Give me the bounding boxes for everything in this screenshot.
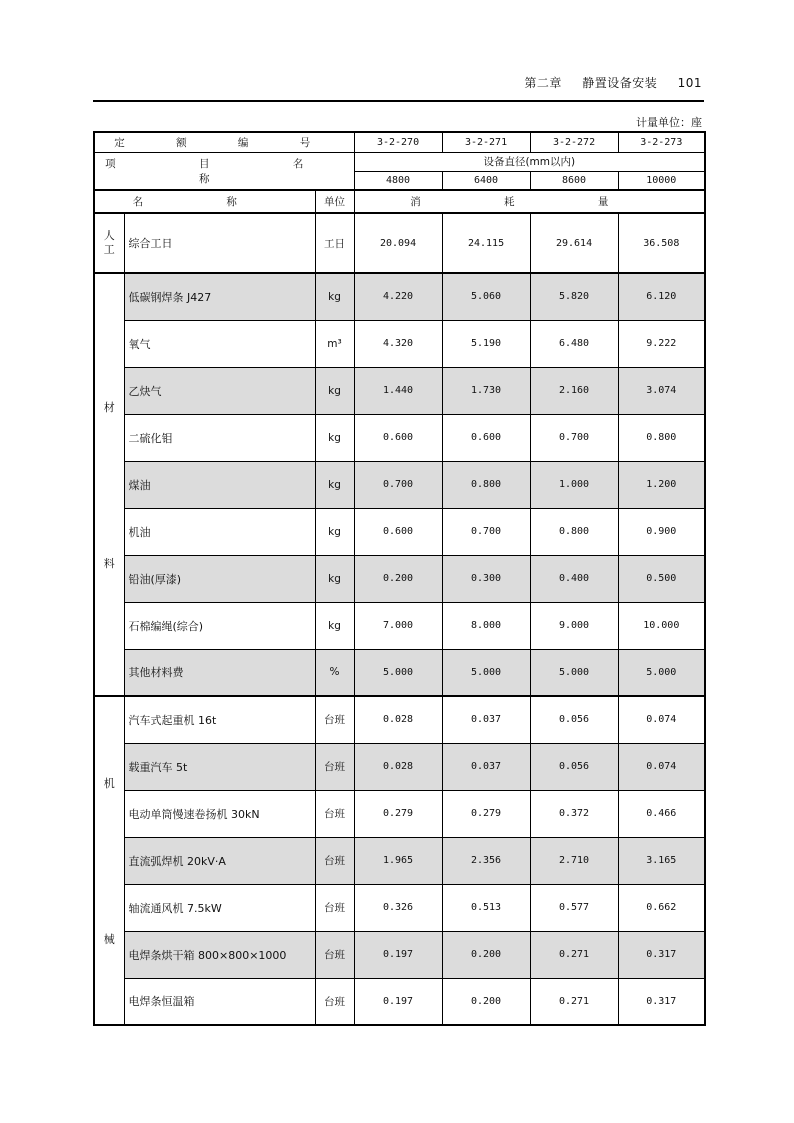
code-row: [94, 132, 705, 152]
value-cell: 0.577: [530, 884, 618, 931]
table-row: [94, 367, 705, 414]
category-label: 机: [103, 776, 115, 790]
unit-cell: 台班: [315, 790, 354, 837]
table-row: [94, 273, 705, 320]
value-cell: 0.271: [530, 978, 618, 1025]
unit-cell: 工日: [315, 213, 354, 273]
diameter-cell: 8600: [530, 171, 618, 190]
value-cell: 0.600: [354, 508, 442, 555]
unit-cell: kg: [315, 555, 354, 602]
value-cell: 0.037: [442, 743, 530, 790]
value-cell: 0.700: [530, 414, 618, 461]
unit-cell: 台班: [315, 884, 354, 931]
value-cell: 1.200: [618, 461, 705, 508]
value-cell: 5.000: [618, 649, 705, 696]
diameter-cell: 6400: [442, 171, 530, 190]
value-cell: 29.614: [530, 213, 618, 273]
value-cell: 6.480: [530, 320, 618, 367]
category-materials: [94, 273, 124, 696]
code-label: 定 额 编 号: [94, 132, 354, 152]
item-name-cell: 载重汽车 5t: [124, 743, 315, 790]
table-row: [94, 790, 705, 837]
unit-cell: m³: [315, 320, 354, 367]
item-name-cell: 乙炔气: [124, 367, 315, 414]
value-cell: 0.074: [618, 743, 705, 790]
value-cell: 0.279: [442, 790, 530, 837]
diameter-cell: 4800: [354, 171, 442, 190]
value-cell: 0.037: [442, 696, 530, 743]
value-cell: 0.056: [530, 743, 618, 790]
category-machinery: [94, 696, 124, 1025]
table-row: [94, 320, 705, 367]
value-cell: 3.165: [618, 837, 705, 884]
value-cell: 0.028: [354, 696, 442, 743]
value-cell: 5.190: [442, 320, 530, 367]
table-row: [94, 508, 705, 555]
value-cell: 0.028: [354, 743, 442, 790]
table-row: [94, 602, 705, 649]
value-cell: 8.000: [442, 602, 530, 649]
table-row: [94, 213, 705, 273]
value-cell: 0.800: [618, 414, 705, 461]
table-row: [94, 555, 705, 602]
value-cell: 0.800: [530, 508, 618, 555]
diameter-cell: 10000: [618, 171, 705, 190]
item-name-cell: 电焊条恒温箱: [124, 978, 315, 1025]
code-cell: 3-2-270: [354, 132, 442, 152]
value-cell: 0.513: [442, 884, 530, 931]
category-label: 材: [103, 400, 115, 414]
header-rule: [93, 100, 704, 102]
value-cell: 0.056: [530, 696, 618, 743]
value-cell: 0.271: [530, 931, 618, 978]
table-row: [94, 837, 705, 884]
page-header: [508, 74, 702, 91]
value-cell: 0.300: [442, 555, 530, 602]
category-labor: [94, 213, 124, 273]
section-label: 静置设备安装: [582, 76, 658, 90]
table-row: [94, 696, 705, 743]
column-header-row: [94, 190, 705, 213]
item-name-cell: 铅油(厚漆): [124, 555, 315, 602]
value-cell: 0.200: [354, 555, 442, 602]
name-column-header: 名 称: [94, 190, 315, 213]
value-cell: 0.700: [442, 508, 530, 555]
value-cell: 0.500: [618, 555, 705, 602]
value-cell: 0.200: [442, 931, 530, 978]
table-row: [94, 414, 705, 461]
item-name-cell: 氧气: [124, 320, 315, 367]
spec-row: [94, 152, 705, 171]
value-cell: 10.000: [618, 602, 705, 649]
item-name-cell: 石棉编绳(综合): [124, 602, 315, 649]
value-cell: 0.326: [354, 884, 442, 931]
value-cell: 9.000: [530, 602, 618, 649]
item-name-cell: 低碳钢焊条 J427: [124, 273, 315, 320]
quota-table: [93, 131, 706, 1026]
page-number: 101: [677, 76, 702, 90]
category-label: 械: [103, 932, 115, 946]
spec-label: 设备直径(mm以内): [354, 152, 705, 171]
value-cell: 4.220: [354, 273, 442, 320]
value-cell: 0.662: [618, 884, 705, 931]
item-name-cell: 其他材料费: [124, 649, 315, 696]
value-cell: 4.320: [354, 320, 442, 367]
value-cell: 0.279: [354, 790, 442, 837]
value-cell: 24.115: [442, 213, 530, 273]
item-name-cell: 电焊条烘干箱 800×800×1000: [124, 931, 315, 978]
unit-cell: 台班: [315, 837, 354, 884]
unit-cell: kg: [315, 508, 354, 555]
table-row: [94, 884, 705, 931]
unit-cell: kg: [315, 602, 354, 649]
value-cell: 0.200: [442, 978, 530, 1025]
unit-cell: kg: [315, 461, 354, 508]
value-cell: 0.074: [618, 696, 705, 743]
value-cell: 0.400: [530, 555, 618, 602]
value-cell: 5.060: [442, 273, 530, 320]
value-cell: 6.120: [618, 273, 705, 320]
value-cell: 9.222: [618, 320, 705, 367]
unit-note: 计量单位：座: [636, 116, 702, 129]
item-name-cell: 煤油: [124, 461, 315, 508]
value-cell: 5.820: [530, 273, 618, 320]
value-cell: 0.466: [618, 790, 705, 837]
value-cell: 1.965: [354, 837, 442, 884]
unit-column-header: 单位: [315, 190, 354, 213]
value-cell: 2.356: [442, 837, 530, 884]
value-cell: 0.197: [354, 978, 442, 1025]
code-cell: 3-2-272: [530, 132, 618, 152]
unit-cell: 台班: [315, 931, 354, 978]
value-cell: 3.074: [618, 367, 705, 414]
value-cell: 5.000: [530, 649, 618, 696]
value-cell: 1.000: [530, 461, 618, 508]
item-name-cell: 综合工日: [124, 213, 315, 273]
code-cell: 3-2-271: [442, 132, 530, 152]
table-row: [94, 931, 705, 978]
category-label: 料: [103, 556, 115, 570]
value-cell: 0.800: [442, 461, 530, 508]
value-cell: 5.000: [442, 649, 530, 696]
item-name-cell: 机油: [124, 508, 315, 555]
value-cell: 2.710: [530, 837, 618, 884]
item-name-cell: 轴流通风机 7.5kW: [124, 884, 315, 931]
unit-cell: kg: [315, 367, 354, 414]
value-cell: 2.160: [530, 367, 618, 414]
item-name-cell: 直流弧焊机 20kV·A: [124, 837, 315, 884]
category-label: 人工: [103, 229, 115, 256]
unit-cell: 台班: [315, 696, 354, 743]
unit-cell: kg: [315, 414, 354, 461]
unit-cell: kg: [315, 273, 354, 320]
item-name-cell: 电动单筒慢速卷扬机 30kN: [124, 790, 315, 837]
value-cell: 0.700: [354, 461, 442, 508]
unit-cell: 台班: [315, 743, 354, 790]
consume-header: 消 耗 量: [354, 190, 705, 213]
value-cell: 0.372: [530, 790, 618, 837]
table-row: [94, 461, 705, 508]
value-cell: 1.440: [354, 367, 442, 414]
value-cell: 36.508: [618, 213, 705, 273]
value-cell: 5.000: [354, 649, 442, 696]
value-cell: 1.730: [442, 367, 530, 414]
item-name-cell: 二硫化钼: [124, 414, 315, 461]
value-cell: 0.317: [618, 978, 705, 1025]
value-cell: 7.000: [354, 602, 442, 649]
item-name-cell: 汽车式起重机 16t: [124, 696, 315, 743]
code-cell: 3-2-273: [618, 132, 705, 152]
table-row: [94, 978, 705, 1025]
item-label: 项 目 名 称: [94, 152, 354, 190]
value-cell: 0.197: [354, 931, 442, 978]
unit-cell: %: [315, 649, 354, 696]
table-row: [94, 649, 705, 696]
value-cell: 20.094: [354, 213, 442, 273]
chapter-label: 第二章: [524, 76, 562, 90]
unit-cell: 台班: [315, 978, 354, 1025]
value-cell: 0.900: [618, 508, 705, 555]
table-row: [94, 743, 705, 790]
value-cell: 0.317: [618, 931, 705, 978]
value-cell: 0.600: [354, 414, 442, 461]
value-cell: 0.600: [442, 414, 530, 461]
